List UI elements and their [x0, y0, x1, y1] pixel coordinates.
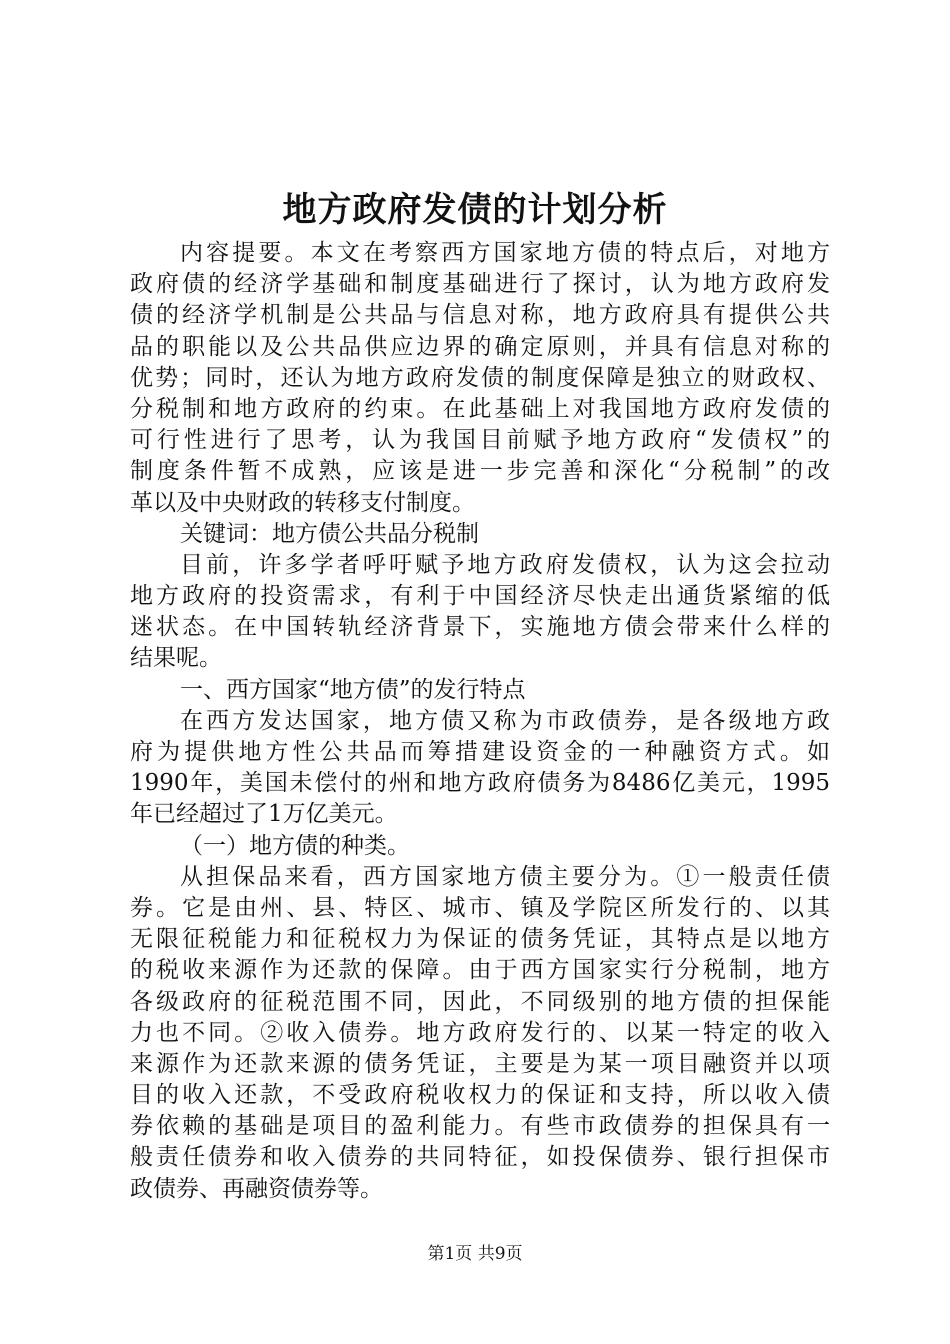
- body-line: 无限征税能力和征税权力为保证的债务凭证，其特点是以地方: [130, 926, 830, 953]
- body-line: 革以及中央财政的转移支付制度。: [130, 489, 475, 516]
- body-line: 制度条件暂不成熟，应该是进一步完善和深化“分税制”的改: [130, 458, 830, 485]
- body-line: 府为提供地方性公共品而筹措建设资金的一种融资方式。如: [130, 739, 830, 765]
- body-line: 券。它是由州、县、特区、城市、镇及学院区所发行的、以其: [130, 894, 830, 921]
- body-line: 优势；同时，还认为地方政府发债的制度保障是独立的财政权、: [130, 364, 830, 391]
- body-line: 结果呢。: [130, 645, 222, 672]
- keywords-line: 关键词：地方债公共品分税制: [180, 520, 479, 547]
- section-heading: 一、西方国家“地方债”的发行特点: [180, 676, 526, 703]
- body-line: 各级政府的征税范围不同，因此，不同级别的地方债的担保能: [130, 988, 830, 1015]
- page-number-footer: 第1页 共9页: [427, 1244, 523, 1264]
- body-line: 迷状态。在中国转轨经济背景下，实施地方债会带来什么样的: [130, 614, 830, 641]
- body-line: 1990年，美国未偿付的州和地方政府债务为8486亿美元，1995: [130, 770, 830, 797]
- body-line: 来源作为还款来源的债务凭证，主要是为某一项目融资并以项: [130, 1050, 830, 1077]
- body-line: 债的经济学机制是公共品与信息对称，地方政府具有提供公共: [130, 302, 830, 329]
- subsection-heading: （一）地方债的种类。: [180, 832, 410, 859]
- document-body: [130, 238, 830, 1205]
- body-line: 政府债的经济学基础和制度基础进行了探讨，认为地方政府发: [130, 271, 830, 298]
- body-line: 目前，许多学者呼吁赋予地方政府发债权，认为这会拉动: [180, 551, 830, 578]
- body-line: 年已经超过了1万亿美元。: [130, 801, 398, 828]
- body-line: 政债券、再融资债券等。: [130, 1175, 383, 1202]
- body-line: 券依赖的基础是项目的盈利能力。有些市政债券的担保具有一: [130, 1113, 830, 1140]
- body-line: 分税制和地方政府的约束。在此基础上对我国地方政府发债的: [130, 395, 830, 422]
- body-line: 品的职能以及公共品供应边界的确定原则，并具有信息对称的: [130, 333, 830, 360]
- body-line: 般责任债券和收入债券的共同特征，如投保债券、银行担保市: [130, 1144, 830, 1171]
- body-line: 的税收来源作为还款的保障。由于西方国家实行分税制，地方: [130, 957, 830, 984]
- body-line: 内容提要。本文在考察西方国家地方债的特点后，对地方: [180, 240, 830, 266]
- body-line: 目的收入还款，不受政府税收权力的保证和支持，所以收入债: [130, 1082, 830, 1109]
- document-title: 地方政府发债的计划分析: [282, 190, 668, 230]
- body-line: 在西方发达国家，地方债又称为市政债券，是各级地方政: [180, 707, 830, 734]
- body-line: 从担保品来看，西方国家地方债主要分为。①一般责任债: [180, 863, 830, 890]
- body-line: 可行性进行了思考，认为我国目前赋予地方政府“发债权”的: [130, 427, 830, 454]
- body-line: 地方政府的投资需求，有利于中国经济尽快走出通货紧缩的低: [130, 583, 830, 610]
- body-line: 力也不同。②收入债券。地方政府发行的、以某一特定的收入: [130, 1019, 830, 1046]
